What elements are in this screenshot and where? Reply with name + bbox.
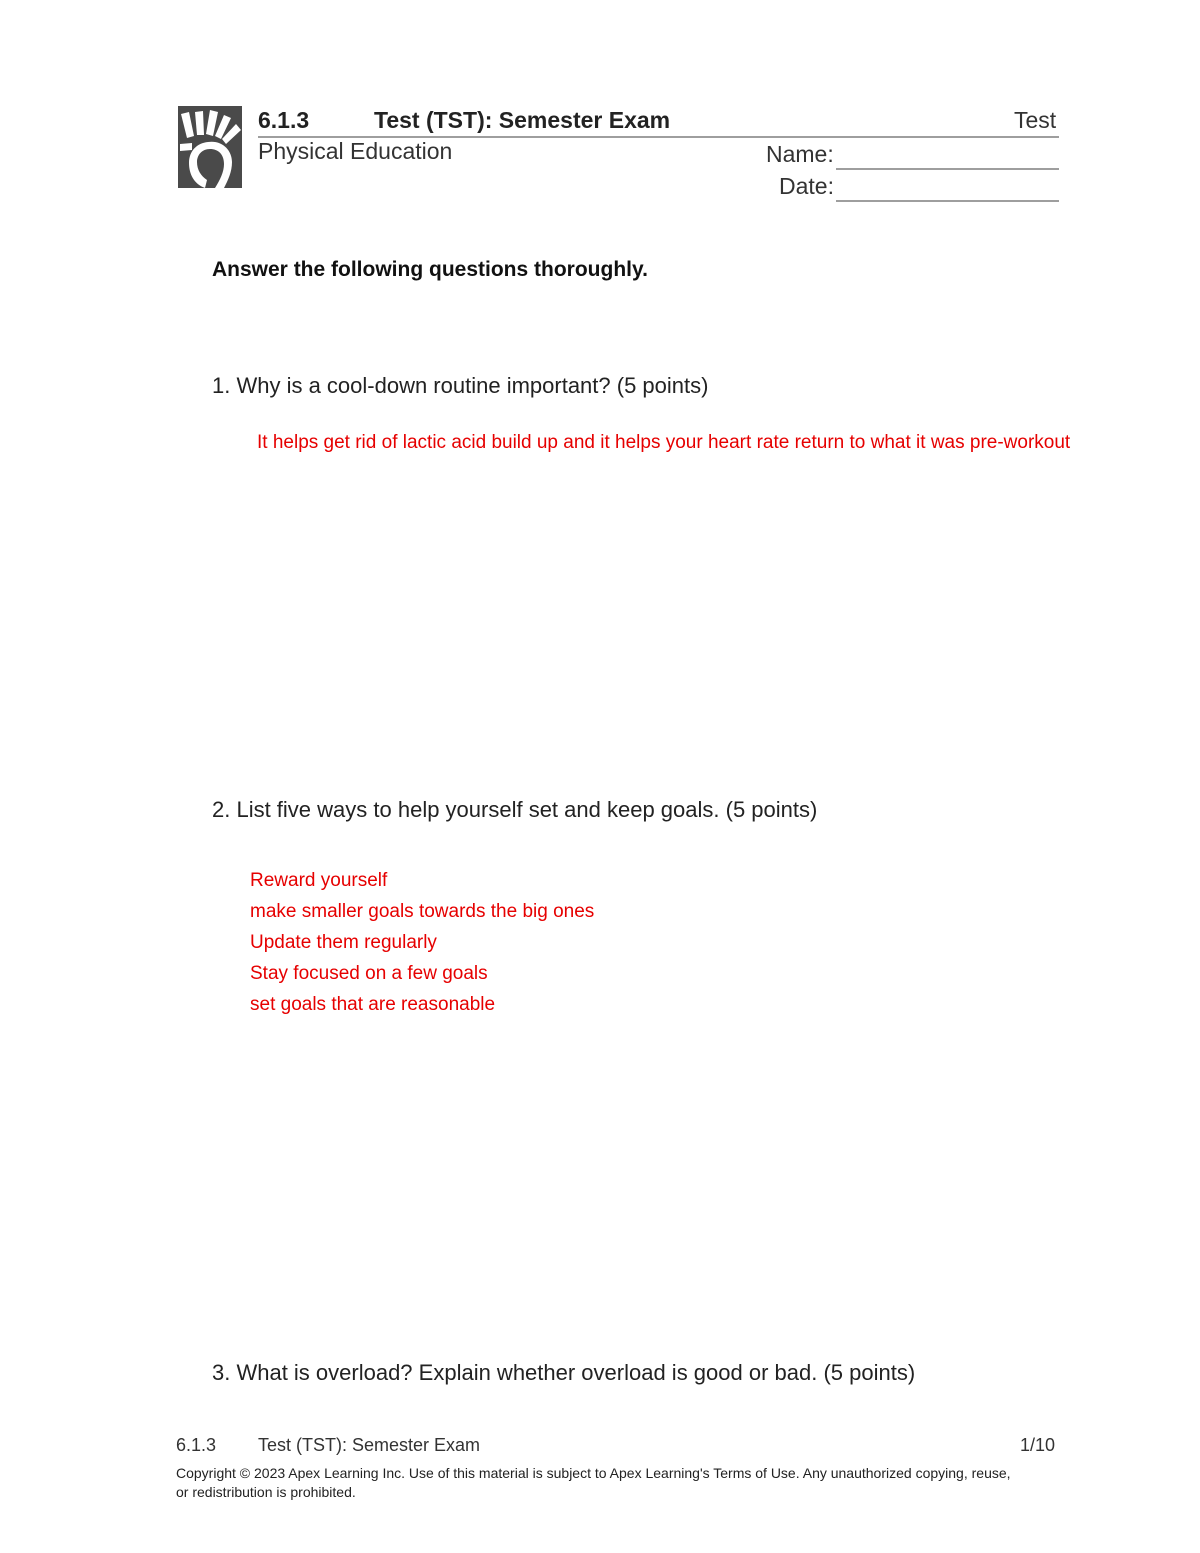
apex-learning-logo-icon (178, 106, 242, 188)
footer-section-number: 6.1.3 (176, 1435, 217, 1455)
answer-1: It helps get rid of lactic acid build up and it helps your heart rate return to what it was pre-workout (257, 432, 1071, 453)
answer-2-item-4: Stay focused on a few goals (250, 963, 488, 984)
instructions: Answer the following questions thoroughly. (212, 258, 648, 281)
question-2: 2. List five ways to help yourself set and keep goals. (5 points) (212, 797, 818, 822)
name-field-line[interactable] (836, 168, 1059, 170)
date-field-line[interactable] (836, 200, 1059, 202)
test-type-label: Test (1014, 107, 1057, 133)
answer-2-item-2: make smaller goals towards the big ones (250, 901, 595, 922)
section-number: 6.1.3 (258, 107, 310, 133)
answer-2-item-1: Reward yourself (250, 870, 388, 891)
answer-2-item-3: Update them regularly (250, 932, 437, 953)
date-label: Date: (779, 173, 834, 199)
question-1: 1. Why is a cool-down routine important? (5 points) (212, 373, 709, 398)
copyright-notice: Copyright © 2023 Apex Learning Inc. Use of this material is subject to Apex Learning's Terms of Use. Any unauthorized copying, reuse, or redistribution is prohibited. (176, 1465, 1011, 1500)
test-title: Test (TST): Semester Exam (374, 107, 671, 133)
page-number: 1/10 (1020, 1435, 1056, 1455)
course-name: Physical Education (258, 138, 453, 164)
answer-2-item-5: set goals that are reasonable (250, 994, 496, 1015)
name-label: Name: (766, 141, 834, 167)
question-3: 3. What is overload? Explain whether overload is good or bad. (5 points) (212, 1360, 916, 1385)
footer-title: Test (TST): Semester Exam (258, 1435, 481, 1455)
